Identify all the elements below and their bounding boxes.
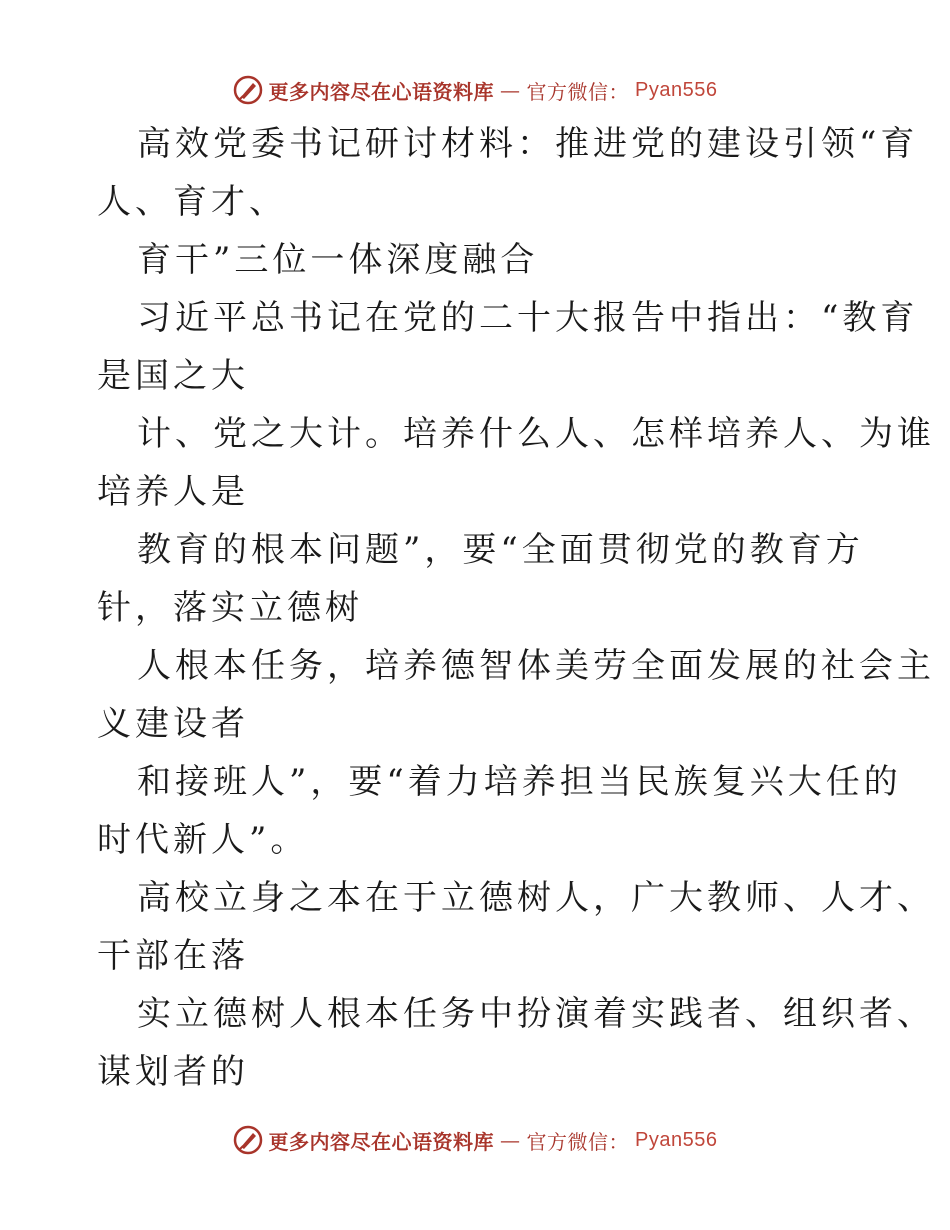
- body-line: 谋划者的: [97, 1052, 249, 1092]
- body-line: 计、党之大计。培养什么人、怎样培养人、为谁: [137, 414, 935, 454]
- body-line: 时代新人”。: [97, 820, 309, 860]
- body-line: 习近平总书记在党的二十大报告中指出：“教育: [137, 298, 919, 338]
- banner-wechat-id: Pyan556: [635, 78, 718, 101]
- footer-watermark-banner: [0, 1120, 950, 1160]
- body-line: 实立德树人根本任务中扮演着实践者、组织者、: [137, 994, 935, 1034]
- banner-wechat-label: 官方微信：: [526, 79, 630, 104]
- body-line: 培养人是: [97, 472, 249, 512]
- banner-wechat-id: Pyan556: [635, 1128, 718, 1151]
- body-line: 干部在落: [97, 936, 249, 976]
- banner-main-text: 更多内容尽在心语资料库: [268, 79, 495, 104]
- body-line: 高效党委书记研讨材料：推进党的建设引领“育: [137, 124, 919, 164]
- body-line: 教育的根本问题”，要“全面贯彻党的教育方: [137, 530, 864, 570]
- body-line: 高校立身之本在于立德树人，广大教师、人才、: [137, 878, 935, 918]
- body-line: 人根本任务，培养德智体美劳全面发展的社会主: [137, 646, 935, 686]
- banner-wechat-label: 官方微信：: [526, 1129, 630, 1154]
- body-line: 针，落实立德树: [97, 588, 363, 628]
- body-line: 是国之大: [97, 356, 249, 396]
- banner-separator: —: [500, 1128, 521, 1152]
- body-line: 和接班人”，要“着力培养担当民族复兴大任的: [137, 762, 902, 802]
- quill-logo-icon: [233, 1125, 263, 1155]
- banner-main-text: 更多内容尽在心语资料库: [268, 1129, 495, 1154]
- body-line: 人、育才、: [97, 182, 287, 222]
- header-watermark-banner: [0, 70, 950, 110]
- body-line: 义建设者: [97, 704, 249, 744]
- quill-logo-icon: [233, 75, 263, 105]
- body-line: 育干”三位一体深度融合: [137, 240, 539, 280]
- banner-separator: —: [500, 78, 521, 102]
